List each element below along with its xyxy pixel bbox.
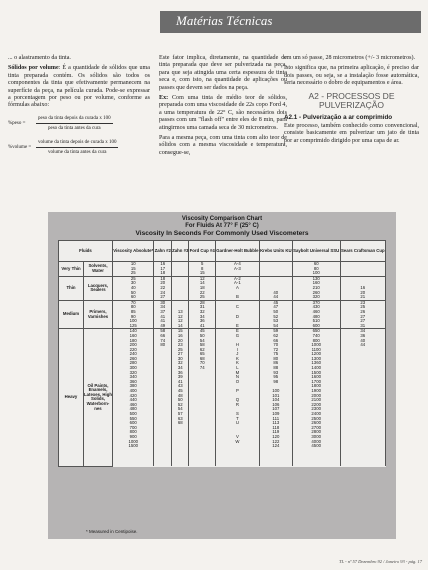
table-cell: 32 [189,310,215,315]
table-cell: R [215,403,259,408]
table-cell: 2700 [292,426,340,431]
table-cell: 60 [113,295,154,300]
table-cell: 28 [189,300,215,305]
viscosity-chart [48,212,396,539]
table-cell: 34 [171,366,189,371]
table-cell: 360 [113,380,154,385]
table-cell: 500 [113,412,154,417]
table-cell: A-3 [215,267,259,272]
table-cell: 30 [113,281,154,286]
table-cell: L [215,366,259,371]
table-cell: 1300 [292,357,340,362]
table-cell: 118 [259,426,292,431]
table-cell: 39 [171,375,189,380]
table-cell: 20 [154,281,172,286]
table-cell: 2300 [292,407,340,412]
table-cell: K [215,357,259,362]
table-cell: 68 [189,357,215,362]
table-cell: 2800 [292,430,340,435]
table-cell: 100 [292,271,340,276]
table-cell: 90 [113,315,154,320]
table-cell: 34 [154,305,172,310]
table-cell: Q [215,398,259,403]
table-cell: 14 [171,324,189,329]
table-cell: 160 [113,334,154,339]
column-header: Fluids [59,241,113,262]
table-cell: 25 [189,295,215,300]
table-cell: 23 [340,300,385,305]
table-cell: 53 [259,319,292,324]
table-cell: N [215,375,259,380]
table-cell: 130 [292,276,340,281]
column-header: Sears Craftsman Cup [340,241,385,262]
table-cell: 15 [189,271,215,276]
table-cell: 140 [113,329,154,334]
table-cell: 1200 [292,352,340,357]
paragraph: Ex: Com uma tinta de médio teor de sólidos, preparada com uma viscosidade de 22s copo Ford 4, a uma temperatura de 22° C, são necessários dois passes com um "flash off" entre eles de 8 min, para atingirmos uma camada seca de 30 micrometros. [159,95,287,131]
group-description: Lacquers, Sealers [84,276,113,300]
table-cell: 25 [113,271,154,276]
column-header: Saybolt Universal SSU [292,241,340,262]
table-cell: 27 [340,319,385,324]
table-cell: 2000 [292,394,340,399]
table-cell: 600 [113,421,154,426]
column-header: Krebs Units KU [259,241,292,262]
table-cell: 4500 [292,444,340,449]
column-header: Gardner-Holt Bubble [215,241,259,262]
table-cell: 60 [292,262,340,267]
table-cell: 45 [259,300,292,305]
table-cell: 111 [259,417,292,422]
table-cell: 2100 [292,398,340,403]
table-cell: 460 [292,310,340,315]
table-cell: 200 [113,343,154,348]
table-cell: A-2 [215,276,259,281]
table-cell: 75 [259,352,292,357]
table-cell: 54 [171,407,189,412]
table-cell: 57 [171,412,189,417]
table-cell: 27 [171,352,189,357]
table-cell: 700 [113,426,154,431]
table-cell: 17 [154,267,172,272]
table-cell: G [215,334,259,339]
table-cell: 1700 [292,380,340,385]
column-header: Zahn #3 [171,241,189,262]
table-cell: 20 [340,291,385,296]
table-cell: 25 [113,276,154,281]
table-cell: 12 [189,276,215,281]
table-cell: O [215,380,259,385]
table-cell: M [215,371,259,376]
table-cell: 800 [292,339,340,344]
table-cell: 37 [154,310,172,315]
column-header: Ford Cup #4 [189,241,215,262]
table-cell: A-4 [215,262,259,267]
table-cell: 66 [154,334,172,339]
group-label: Medium [59,300,84,329]
table-cell: 340 [113,375,154,380]
table-cell: 220 [113,348,154,353]
table-cell: 31 [189,305,215,310]
formula-volume: %volume = $\frac{\text{volume da tinta depois de curada x 100}}{\text{volume da tinta antes da cura}}$ [8,139,117,156]
table-cell: 2600 [292,421,340,426]
table-cell [215,462,259,466]
table-cell: 34 [340,329,385,334]
table-cell: 106 [259,403,292,408]
table-cell: D [215,315,259,320]
table-cell: 16 [171,334,189,339]
table-cell: 74 [189,366,215,371]
table-cell: 3000 [292,435,340,440]
table-cell: 72 [259,348,292,353]
table-cell: 10 [113,262,154,267]
table-cell [340,462,385,466]
table-cell: 50 [189,334,215,339]
table-cell: 107 [259,407,292,412]
table-cell: 180 [113,339,154,344]
table-cell: 41 [189,324,215,329]
table-cell: 900 [113,435,154,440]
table-cell: 1800 [292,384,340,389]
paragraph: Para a mesma peça, com uma tinta com alto teor de sólidos com a mesma viscosidade e temperatura, consegue-se, [159,135,287,156]
table-cell: 47 [259,305,292,310]
table-cell: 16 [340,286,385,291]
table-cell: 18 [154,276,172,281]
column-header: Zahn #2 [154,241,172,262]
table-cell: 13 [171,310,189,315]
table-cell: 40 [340,339,385,344]
table-cell: 43 [171,384,189,389]
table-cell: A-1 [215,281,259,286]
table-cell: 36 [171,371,189,376]
paragraph: em um só passe, 28 micrometros (+/- 3 micrometros). [284,55,416,61]
table-cell: 260 [113,357,154,362]
table-cell: 80 [113,305,154,310]
formula-weight: %peso = $\frac{\text{peso da tinta depois da curada x 100}}{\text{peso da tinta antes da cura}}$ [8,115,111,132]
table-cell: 1500 [292,371,340,376]
table-cell: 93 [259,371,292,376]
paragraph: ... o alastramento da tinta. [8,55,71,61]
table-cell: 430 [292,305,340,310]
table-cell: 62 [189,348,215,353]
table-cell [259,462,292,466]
table-cell: K [215,361,259,366]
table-cell: 2400 [292,412,340,417]
section-title: Matérias Técnicas [176,13,273,28]
group-description: Oil Paints, Enamels, Latexes, High Solids, Waterborn-nes [84,329,113,466]
table-cell [113,462,154,466]
table-cell: 400 [113,389,154,394]
table-header-row [59,241,386,262]
table-cell: 320 [292,295,340,300]
table-cell: 40 [113,286,154,291]
table-cell: 4000 [292,440,340,445]
subsection-heading: A2.1 - Pulverização a ar comprimido [284,113,393,121]
table-cell: 58 [189,343,215,348]
table-cell: 25 [340,305,385,310]
paragraph: Este fator implica, diretamente, na quantidade de tinta preparada que deve ser pulverizada na peça, para que seja atingida uma certa espessura de tinta seca e, com isto, na quantidade de aplicações ou passes que devem ser dados na peça. [159,55,287,91]
table-cell: 32 [171,361,189,366]
table-cell: 440 [113,398,154,403]
table-cell: 8 [189,267,215,272]
table-cell: 1900 [292,389,340,394]
table-cell [154,462,172,466]
table-cell: 101 [259,394,292,399]
table-cell: 22 [154,286,172,291]
table-cell: 50 [113,291,154,296]
text-column-2 [159,55,287,160]
table-cell: 45 [171,389,189,394]
table-cell: 100 [113,319,154,324]
table-cell: 160 [292,281,340,286]
table-cell: 120 [259,435,292,440]
group-description: Primers, Varnishes [84,300,113,329]
table-cell: 119 [259,430,292,435]
footnote: * Measured in Centipoise. [86,529,138,534]
table-cell: 5 [189,262,215,267]
text-column-3 [284,55,419,148]
table-cell: 80 [292,267,340,272]
table-cell: 34 [189,315,215,320]
table-cell: 600 [292,324,340,329]
table-cell [292,462,340,466]
paragraph: Sólidos por volume: É a quantidade de sólidos que uma tinta preparada contém. Os sólidos são todos os componentes da tinta que efetivamente permanecem na superfície da peça, na película curada. Pode-se expressar a porcentagem por peso ou por volume, conforme as fórmulas abaixo: [8,65,150,109]
table-cell: 30 [171,357,189,362]
table-cell: 740 [292,334,340,339]
table-cell: 74 [154,339,172,344]
table-cell: 650 [292,329,340,334]
table-cell: 280 [113,361,154,366]
table-cell: 370 [292,300,340,305]
table-cell: 58 [154,329,172,334]
table-cell: 1400 [292,366,340,371]
table-cell: 27 [154,295,172,300]
term: Ex: [159,95,169,102]
table-cell: 52 [259,315,292,320]
table-cell: 320 [113,371,154,376]
chart-title: Viscosity Comparison Chart For Fluids At 77° F (25° C) Viscosity In Seconds For Commonly Used Viscometers [135,216,309,237]
table-cell: 26 [340,310,385,315]
table-cell: 24 [154,291,172,296]
group-label: Very Thin [59,262,84,277]
table-cell: 122 [259,440,292,445]
table-cell: 30 [154,300,172,305]
term: Sólidos por volume [8,65,59,72]
table-cell: 36 [340,334,385,339]
table-cell: 1100 [292,348,340,353]
table-cell: 70 [113,300,154,305]
table-cell: 15 [171,329,189,334]
table-cell: 54 [259,324,292,329]
table-cell: C [215,305,259,310]
table-cell: E [215,324,259,329]
table-cell: 22 [189,291,215,296]
group-description: Solvents, Water [84,262,113,277]
table-cell: 104 [259,398,292,403]
table-cell: 52 [171,403,189,408]
table-cell: 86 [259,361,292,366]
table-cell: 65 [189,352,215,357]
table-cell: 98 [259,380,292,385]
table-cell: 16 [154,262,172,267]
table-cell: E [215,329,259,334]
table-cell: V [215,435,259,440]
table-cell: 15 [113,267,154,272]
table-cell: 21 [340,295,385,300]
table-cell: 44 [259,295,292,300]
table-cell: 12 [171,315,189,320]
table-cell: 50 [171,398,189,403]
table-cell: 63 [171,417,189,422]
table-cell: 50 [259,310,292,315]
table-cell: 88 [259,366,292,371]
table-cell: 40 [259,291,292,296]
table-cell: 18 [154,271,172,276]
table-cell: 1600 [292,375,340,380]
table-cell: 66 [259,339,292,344]
table-cell: 100 [259,389,292,394]
table-cell: 70 [189,361,215,366]
table-cell: 23 [171,343,189,348]
paragraph: Este processo, também conhecido como convencional, consiste basicamente em pulverizar um jato de tinta por ar comprimido dirigido por uma capa de ar. [284,123,419,144]
text-column-1 [8,55,150,162]
table-cell: 800 [113,430,154,435]
table-cell: 62 [259,334,292,339]
table-cell: W [215,440,259,445]
table-cell: 240 [113,352,154,357]
table-cell: U [215,421,259,426]
table-cell: 210 [292,286,340,291]
table-cell: H [215,343,259,348]
section-heading: A2 - PROCESSOS DE PULVERIZAÇÃO [308,90,395,110]
table-cell: 550 [113,417,154,422]
column-header: Viscosity Absolute* [113,241,154,262]
viscosity-table [58,240,386,467]
table-cell: 85 [113,310,154,315]
table-cell: 125 [113,324,154,329]
table-cell: 48 [171,394,189,399]
table-cell: 41 [171,380,189,385]
table-cell [189,462,215,466]
table-cell: S [215,412,259,417]
group-label: Heavy [59,329,84,466]
table-cell: 260 [292,291,340,296]
table-cell: 27 [340,315,385,320]
table-cell: A [215,286,259,291]
table-cell: 36 [189,319,215,324]
table-cell: 480 [292,315,340,320]
table-cell: 124 [259,444,292,449]
table-cell: 420 [113,394,154,399]
group-label: Thin [59,276,84,300]
table-cell: 2500 [292,417,340,422]
table-cell: 18 [189,286,215,291]
paragraph: Isto significa que, na primeira aplicação, é preciso dar dois passes, ou seja, se a instalação fosse automática, seria necessário o dobro de equipamentos e área. [284,65,419,87]
table-cell: B [215,295,259,300]
table-cell: 49 [154,324,172,329]
table-cell: 109 [259,412,292,417]
table-cell: 380 [113,384,154,389]
table-cell: 300 [113,366,154,371]
table-cell: 59 [259,329,292,334]
table-cell: 80 [154,343,172,348]
table-cell: 41 [154,319,172,324]
table-cell: 95 [259,375,292,380]
table-cell: 480 [113,407,154,412]
table-cell: 1000 [113,440,154,445]
table-cell: 1000 [292,343,340,348]
table-cell: I [215,348,259,353]
table-cell: 68 [171,421,189,426]
table-cell: 44 [340,343,385,348]
table-cell: 1360 [292,361,340,366]
table-cell: 41 [154,315,172,320]
table-cell: 45 [189,329,215,334]
table-cell: P [215,389,259,394]
table-cell [171,462,189,466]
table-cell: 14 [189,281,215,286]
table-cell: 12 [171,319,189,324]
table-cell: 510 [292,319,340,324]
table-cell: 460 [113,403,154,408]
table-cell: 70 [259,343,292,348]
table-cell: 25 [171,348,189,353]
page-footer: TL - nº 57 Dezembro 92 / Janeiro 93 - pág. 17 [339,559,422,564]
table-cell: 20 [171,339,189,344]
table-cell: 113 [259,421,292,426]
table-cell: J [215,352,259,357]
table-cell: 54 [189,339,215,344]
table-cell: T [215,417,259,422]
table-cell: 1500 [113,444,154,449]
table-cell: 80 [259,357,292,362]
table-cell: 2200 [292,403,340,408]
table-cell: 31 [340,324,385,329]
